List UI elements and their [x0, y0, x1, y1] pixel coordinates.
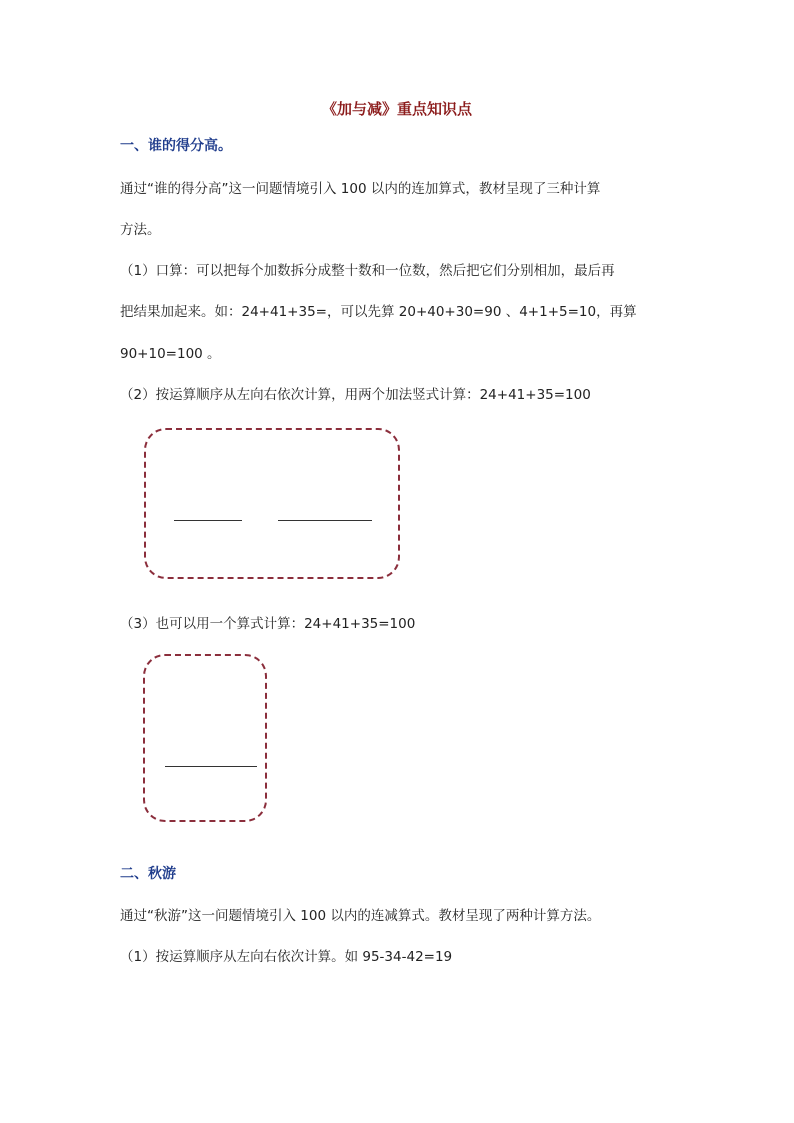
- method3-text: （3）也可以用一个算式计算：24+41+35=100: [120, 616, 416, 632]
- calc-b-sum-line: [278, 520, 372, 521]
- page-title: 《加与减》重点知识点: [321, 100, 472, 118]
- calc-a-sum-line: [174, 520, 242, 521]
- section-heading-1: 一、谁的得分高。: [120, 138, 232, 154]
- calc-c-sum-line: [165, 766, 257, 767]
- section-heading-2: 二、秋游: [120, 866, 176, 882]
- vertical-addition-box-1: [144, 428, 400, 579]
- method1-line2: 把结果加起来。如：24+41+35=，可以先算 20+40+30=90 、4+1+5=10，再算: [120, 304, 637, 320]
- vertical-addition-box-2: [143, 654, 267, 822]
- section2-method1: （1）按运算顺序从左向右依次计算。如 95-34-42=19: [120, 949, 453, 965]
- method1-line3: 90+10=100 。: [120, 346, 221, 362]
- section1-intro-line1: 通过“谁的得分高”这一问题情境引入 100 以内的连加算式，教材呈现了三种计算: [120, 181, 601, 197]
- section2-intro: 通过“秋游”这一问题情境引入 100 以内的连减算式。教材呈现了两种计算方法。: [120, 908, 601, 924]
- method2-text: （2）按运算顺序从左向右依次计算，用两个加法竖式计算：24+41+35=100: [120, 387, 591, 403]
- method1-line1: （1）口算：可以把每个加数拆分成整十数和一位数，然后把它们分别相加，最后再: [120, 263, 615, 279]
- section1-intro-line2: 方法。: [120, 222, 161, 238]
